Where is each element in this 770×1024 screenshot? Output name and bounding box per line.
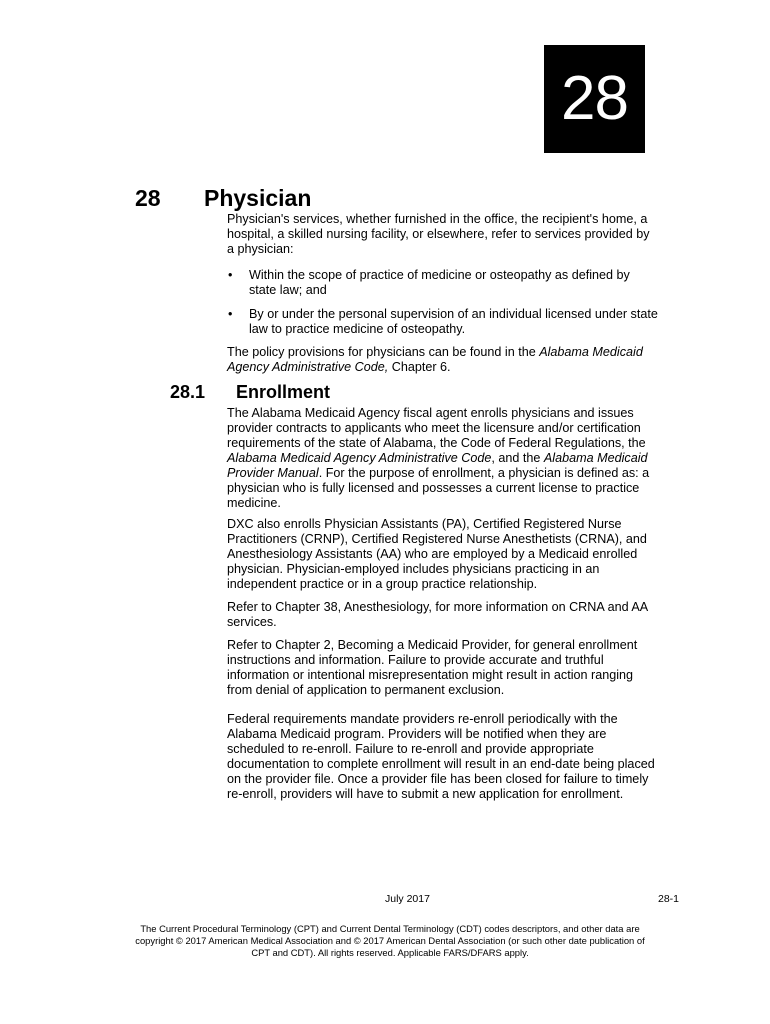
section-heading-title: Enrollment (236, 382, 331, 402)
code-reference: Alabama Medicaid Agency Administrative Code, (227, 345, 643, 374)
footer-page-number: 28-1 (658, 893, 680, 905)
chapter-heading-number: 28 (135, 185, 161, 211)
enrollment-paragraph-2: DXC also enrolls Physician Assistants (PA), Certified Registered Nurse Practitioners (CRNP), Certified Registered Nurse Anesthetists (CRNA), and Anesthesiology Assistants (AA) who are employed by a Medicaid enrolled physician. Physician-employed includes physicians practicing in an independent practice or in a group practice relationship. (227, 517, 647, 591)
enrollment-paragraph-4: Refer to Chapter 2, Becoming a Medicaid Provider, for general enrollment instructions and information. Failure to provide accurate and truthful information or intentional misrepresentation might result in action ranging from denial of application to permanent exclusion. (227, 638, 638, 697)
intro-paragraph: Physician's services, whether furnished in the office, the recipient's home, a hospital, a skilled nursing facility, or elsewhere, refer to services provided by a physician: (227, 212, 650, 256)
code-reference: Alabama Medicaid Agency Administrative Code (227, 451, 492, 465)
manual-reference: Alabama Medicaid Provider Manual (227, 451, 648, 480)
bullet-marker: • (228, 268, 233, 282)
section-heading-number: 28.1 (170, 382, 206, 402)
bullet-item: By or under the personal supervision of an individual licensed under state law to practice medicine of osteopathy. (249, 307, 658, 336)
enrollment-paragraph-1: The Alabama Medicaid Agency fiscal agent enrolls physicians and issues provider contracts to applicants who meet the licensure and/or certification requirements of the state of Alabama, the Code of Federal Regulations, the Alabama Medicaid Agency Administrative Code, and the Alabama Medicaid Provider Manual. For the purpose of enrollment, a physician is defined as: a physician who is fully licensed and possesses a current license to practice medicine. (227, 406, 650, 510)
footer-date: July 2017 (385, 893, 430, 905)
policy-paragraph: The policy provisions for physicians can be found in the Alabama Medicaid Agency Administrative Code, Chapter 6. (227, 345, 643, 374)
bullet-item: Within the scope of practice of medicine or osteopathy as defined by state law; and (249, 268, 630, 297)
chapter-heading-title: Physician (204, 185, 312, 211)
enrollment-paragraph-3: Refer to Chapter 38, Anesthesiology, for more information on CRNA and AA services. (227, 600, 648, 629)
chapter-number-badge: 28 (544, 45, 645, 153)
enrollment-paragraph-5: Federal requirements mandate providers re-enroll periodically with the Alabama Medicaid program. Providers will be notified when they are scheduled to re-enroll. Failure to re-enroll and provide appropriate documentation to complete enrollment will result in an end-date being placed on the provider file. Once a provider file has been closed for failure to timely re-enroll, providers will have to submit a new application for enrollment. (227, 712, 655, 801)
copyright-notice: The Current Procedural Terminology (CPT) and Current Dental Terminology (CDT) codes descriptors, and other data are copyright © 2017 American Medical Association and © 2017 American Dental Association (or such other date publication of CPT and CDT). All rights reserved. Applicable FARS/DFARS apply. (135, 923, 645, 958)
bullet-marker: • (228, 307, 233, 321)
